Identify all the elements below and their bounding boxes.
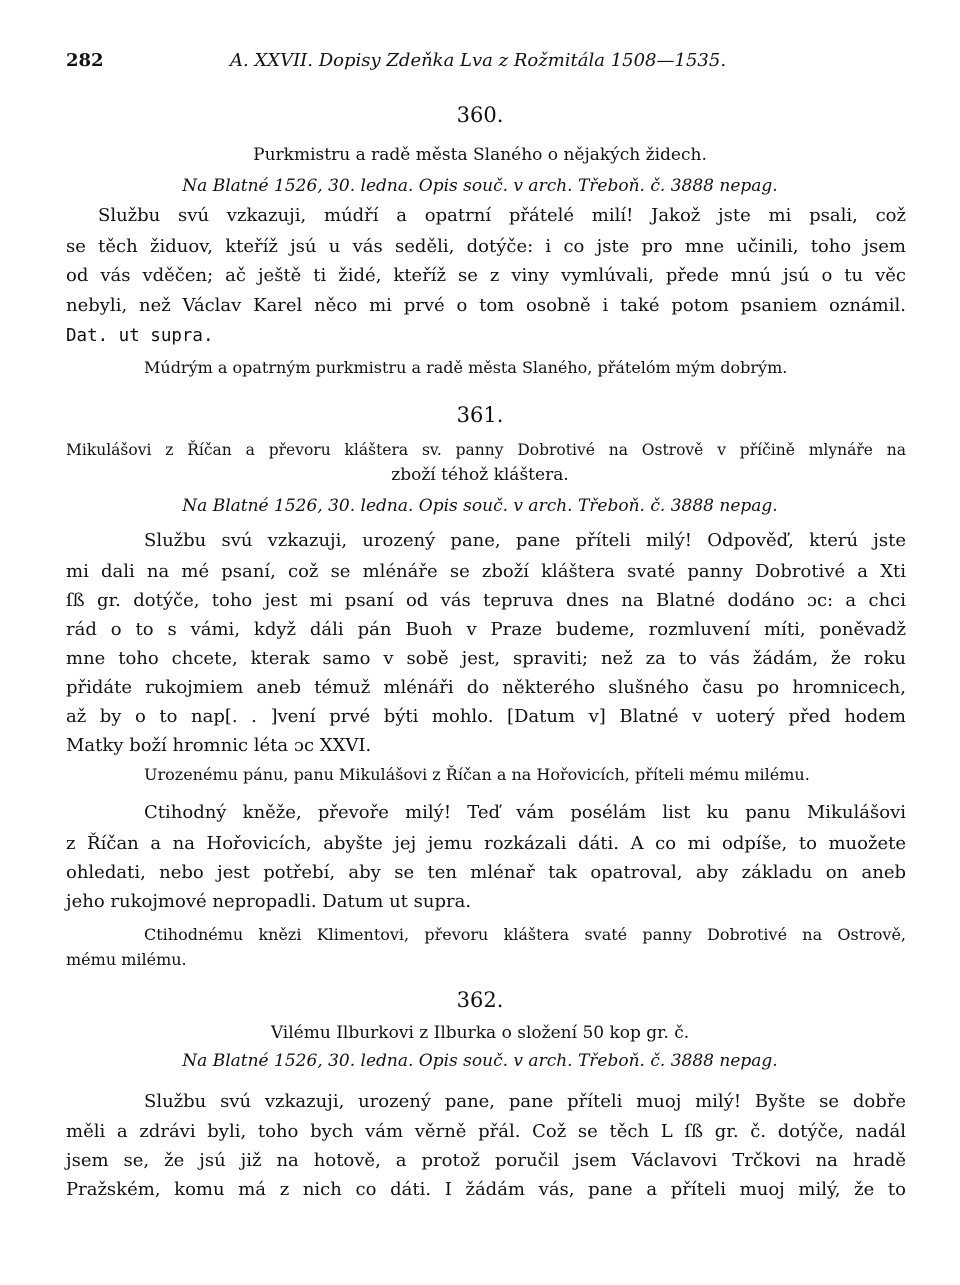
letter-number: 362.: [456, 988, 504, 1012]
letter-address: mému milému.: [66, 950, 187, 969]
letter-source: Na Blatné 1526, 30. ledna. Opis souč. v arch. Třeboň. č. 3888 nepag.: [182, 1051, 778, 1071]
letter-source: Na Blatné 1526, 30. ledna. Opis souč. v arch. Třeboň. č. 3888 nepag.: [182, 496, 778, 516]
page-number: 282: [66, 50, 104, 71]
letter-line: nebyli, než Václav Karel něco mi prvé o tom osobně i také potom psaniem oznámil.: [66, 295, 906, 316]
letter-heading: zboží téhož kláštera.: [391, 465, 569, 485]
page-header: [66, 50, 896, 76]
letter-line: až by o to nap[. . ]vení prvé býti mohlo. [Datum v] Blatné v uoterý před hodem: [66, 706, 906, 727]
letter-line: Službu svú vzkazuji, múdří a opatrní přátelé milí! Jakož jste mi psali, což: [98, 205, 906, 226]
letter-line: se těch židuov, kteříž jsú u vás seděli, dotýče: i co jste pro mne učinili, toho jsem: [66, 236, 906, 257]
letter-line: Službu svú vzkazuji, urozený pane, pane příteli milý! Odpověď, kterú jste: [144, 530, 906, 551]
letter-line: Matky boží hromnic léta ɔc XXVI.: [66, 735, 372, 756]
letter-address: Urozenému pánu, panu Mikulášovi z Říčan a na Hořovicích, příteli mému milému.: [144, 765, 810, 784]
letter-address: Ctihodnému knězi Klimentovi, převoru kláštera svaté panny Dobrotivé na Ostrově,: [144, 925, 906, 944]
letter-line: mne toho chcete, kterak samo v sobě jest, spraviti; než za to vás žádám, že roku: [66, 648, 906, 669]
letter-line: Službu svú vzkazuji, urozený pane, pane příteli muoj milý! Byšte se dobře: [144, 1091, 906, 1112]
running-title: A. XXVII. Dopisy Zdeňka Lva z Rožmitála 1508—1535.: [230, 50, 727, 71]
letter-number: 360.: [456, 103, 504, 127]
letter-line: Ctihodný kněže, převoře milý! Teď vám posélám list ku panu Mikulášovi: [144, 802, 906, 823]
letter-line: Pražském, komu má z nich co dáti. I žádám vás, pane a příteli muoj milý, že to: [66, 1179, 906, 1200]
letter-heading: Purkmistru a radě města Slaného o nějakých židech.: [253, 145, 707, 165]
letter-line: měli a zdrávi byli, toho bych vám věrně přál. Což se těch L ſß gr. č. dotýče, nadál: [66, 1121, 906, 1142]
letter-line: jeho rukojmové nepropadli. Datum ut supra.: [66, 891, 472, 912]
letter-line: ohledati, nebo jest potřebí, aby se ten mlénař tak opatroval, aby základu on aneb: [66, 862, 906, 883]
letter-number: 361.: [456, 403, 504, 427]
letter-line: mi dali na mé psaní, což se mlénáře se zboží kláštera svaté panny Dobrotivé a Xti: [66, 561, 906, 582]
letter-line: od vás vděčen; ač ještě ti židé, kteříž se z viny vymlúvali, přede mnú jsú o tu věc: [66, 265, 906, 286]
letter-line: přidáte rukojmiem aneb témuž mlénáři do některého slušného času po hromnicech,: [66, 677, 906, 698]
letter-line: z Říčan a na Hořovicích, abyšte jej jemu rozkázali dáti. A co mi odpíše, to muožete: [66, 833, 906, 854]
letter-line: ſß gr. dotýče, toho jest mi psaní od vás tepruva dnes na Blatné dodáno ɔc: a chci: [66, 590, 906, 611]
letter-line: Dat. ut supra.: [66, 326, 214, 346]
letter-heading: Vilému Ilburkovi z Ilburka o složení 50 kop gr. č.: [270, 1023, 690, 1043]
letter-heading: Mikulášovi z Říčan a převoru kláštera sv. panny Dobrotivé na Ostrově v příčině mlynáře na: [66, 441, 906, 459]
letter-line: jsem se, že jsú již na hotově, a protož poručil jsem Václavovi Trčkovi na hradě: [66, 1150, 906, 1171]
letter-source: Na Blatné 1526, 30. ledna. Opis souč. v arch. Třeboň. č. 3888 nepag.: [182, 176, 778, 196]
letter-line: rád o to s vámi, když dáli pán Buoh v Praze budeme, rozmluvení míti, poněvadž: [66, 619, 906, 640]
letter-address: Múdrým a opatrným purkmistru a radě města Slaného, přátelóm mým dobrým.: [144, 358, 788, 377]
